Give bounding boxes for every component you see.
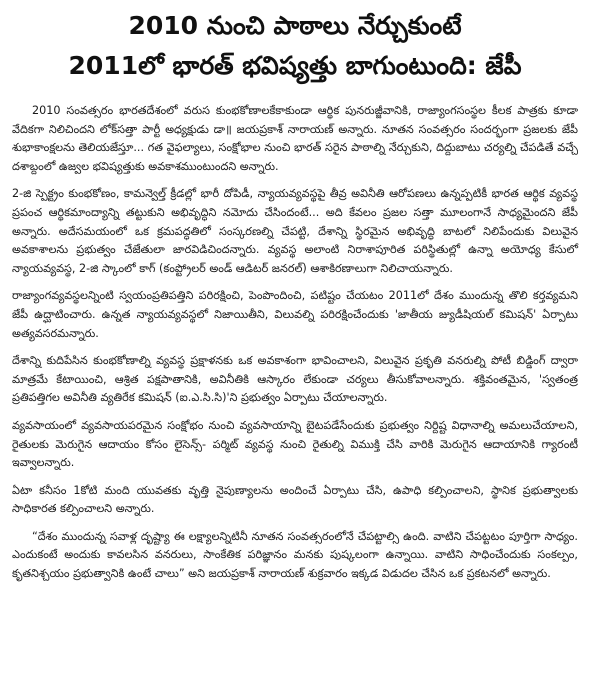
- article-paragraph-4: దేశాన్ని కుదిపేసిన కుంభకోణాల్ని వ్యవస్థ ప్రక్షాళనకు ఒక అవకాశంగా భావించాలని, విలువైన ప్రకృతి వనరుల్ని పోటీ బిడ్డింగ్ ద్వారా మాత్రమే కేటాయించి, ఆశ్రిత పక్షపాతానికి, అవినీతికి ఆస్కారం లేకుండా చర్యలు తీసుకోవాలన్నారు. శక్తివంతమైన, 'స్వతంత్ర ప్రతిపత్తిగల అవినీతి వ్యతిరేక కమిషన్ (ఐ.ఎ.సి.సి)'ని ప్రభుత్వం ఏర్పాటు చేయాలన్నారు.: [12, 354, 578, 405]
- article-paragraph-2: 2-జి స్పెక్ట్రం కుంభకోణం, కామన్వెల్త్ క్రీడల్లో భారీ దోపిడీ, న్యాయవ్యవస్థపై తీవ్ర అవినీతి ఆరోపణలు ఉన్నప్పటికీ భారత ఆర్థిక వ్యవస్థ ప్రపంచ ఆర్థికమాంద్యాన్ని తట్టుకుని అభివృద్ధిని నమోదు చేసిందంటే... అది కేవలం ప్రజల సత్తా మూలంగానే సాధ్యమైందని జేపీ అన్నారు. అదేసమయంలో ఒక క్రమపద్ధతిలో సంస్కరణల్ని చేపట్టి, దేశాన్ని స్థిరమైన అభివృద్ధి బాటలో నిలిపేందుకు విలువైన అవకాశాలను ప్రభుత్వం చేజేతులా జారవిడిచిందన్నారు. వ్యవస్థ అలాంటి నిరాశాపూరిత పరిస్థితుల్లో ఉన్నా అయోధ్య కేసులో న్యాయవ్యవస్థ, 2-జి స్కాంలో కాగ్ (కంప్ట్రోలర్ అండ్ ఆడిటర్ జనరల్) ఆశాకిరణాలుగా నిలిచాయన్నారు.: [12, 187, 578, 275]
- article-body: [12, 102, 578, 584]
- article-paragraph-3: రాజ్యాంగవ్యవస్థలన్నింటి స్వయంప్రతిపత్తిని పరిరక్షించి, పెంపొందించి, పటిష్టం చేయటం 2011లో దేశం ముందున్న తొలి కర్తవ్యమని జేపీ ఉద్ఘాటించారు. ఉన్నత న్యాయవ్యవస్థలో నిజాయితీని, విలువల్ని పరిరక్షించేందుకు 'జాతీయ జ్యుడీషియల్ కమిషన్' ఏర్పాటు అత్యవసరమన్నారు.: [12, 289, 578, 340]
- article-headline: [12, 6, 578, 86]
- article-paragraph-1: 2010 సంవత్సరం భారతదేశంలో వరుస కుంభకోణాలకేకాకుండా ఆర్థిక పునరుజ్జీవానికి, రాజ్యాంగసంస్థల కీలక పాత్రకు కూడా వేదికగా నిలిచిందని లోక్‌సత్తా పార్టీ అధ్యక్షుడు డా॥ జయప్రకాశ్ నారాయణ్ అన్నారు. నూతన సంవత్సరం సందర్భంగా ప్రజలకు జేపీ శుభాకాంక్షలను తెలియజేస్తూ... గత వైఫల్యాలు, సంక్షోభాల నుంచి భారత్ సరైన పాఠాల్ని నేర్చుకుని, దిద్దుబాటు చర్యల్ని చేపడితే వచ్చే దశాబ్దంలో ఉజ్వల భవిష్యత్తుకు అవకాశముంటుందని అన్నారు.: [12, 104, 578, 173]
- article-paragraph-5: వ్యవసాయంలో వ్యవసాయపరమైన సంక్షోభం నుంచి వ్యవసాయాన్ని బైటపడేసేందుకు ప్రభుత్వం నిర్దిష్ట విధానాల్ని అమలుచేయాలని, రైతులకు మెరుగైన ఆదాయం కోసం లైసెన్స్- పర్మిట్ వ్యవస్థ నుంచి రైతుల్ని విముక్తి చేసి వారికి మెరుగైన ఆదాయానికి గ్యారంటీ ఇవ్వాలన్నారు.: [12, 418, 578, 470]
- article-paragraph-7: “దేశం ముందున్న సవాళ్ల దృష్ట్యా ఈ లక్ష్యాలన్నిటినీ నూతన సంవత్సరంలోనే చేపట్టాల్సి ఉంది. వాటిని చేపట్టటం పూర్తిగా సాధ్యం. ఎందుకంటే అందుకు కావలసిన వనరులు, సాంకేతిక పరిజ్ఞానం మనకు పుష్కలంగా ఉన్నాయి. వాటిని సాధించేందుకు సంకల్పం, కృతనిశ్చయం ప్రభుత్వానికి ఉంటే చాలు” అని జయప్రకాశ్ నారాయణ్ శుక్రవారం ఇక్కడ విడుదల చేసిన ఒక ప్రకటనలో అన్నారు.: [12, 529, 578, 581]
- headline-line-2: 2011లో భారత్ భవిష్యత్తు బాగుంటుంది: జేపీ: [68, 51, 522, 80]
- headline-line-1: 2010 నుంచి పాఠాలు నేర్చుకుంటే: [128, 11, 462, 40]
- article-paragraph-6: ఏటా కనీసం 1కోటి మంది యువతకు వృత్తి నైపుణ్యాలను అందించే ఏర్పాటు చేసి, ఉపాధి కల్పించాలని, స్థానిక ప్రభుత్వాలకు సాధికారత కల్పించాలని అన్నారు.: [12, 483, 578, 516]
